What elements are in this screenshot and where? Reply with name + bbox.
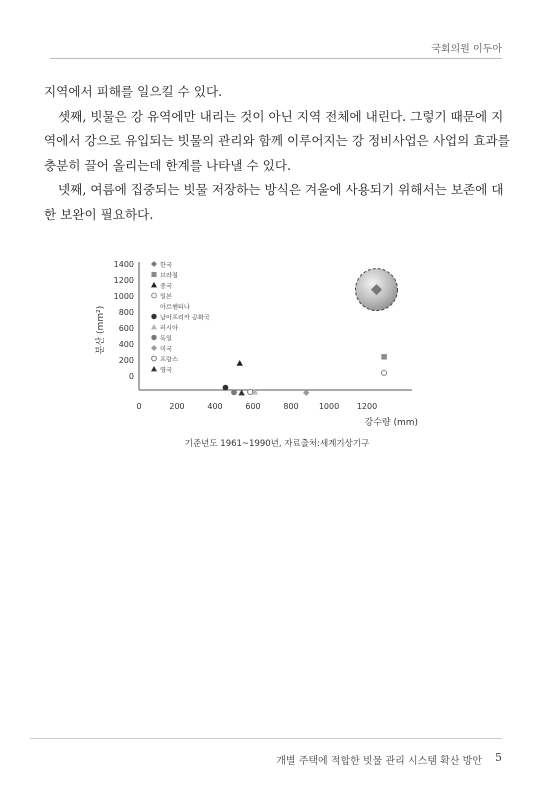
paragraph-3: 넷째, 여름에 집중되는 빗물 저장하는 방식은 겨울에 사용되기 위해서는 보존에 대한 보완이 필요하다. [44, 182, 504, 222]
footer-title: 개별 주택에 적합한 빗물 관리 시스템 확산 방안 [276, 756, 482, 767]
paragraph-2: 셋째, 빗물은 강 유역에만 내리는 것이 아닌 지역 전체에 내린다. 그렇기 때문에 지역에서 강으로 유입되는 빗물의 관리와 함께 이루어지는 강 정비사업은 사업의 효과를 충분히 끌어 올리는데 한계를 나타낼 수 있다. [44, 108, 510, 173]
x-tick-label: 200 [169, 402, 185, 411]
legend-marker [151, 272, 156, 277]
legend-marker [151, 345, 157, 351]
legend-label: 미국 [160, 346, 172, 353]
legend-label: 브라질 [160, 272, 178, 280]
running-header: 국회의원 이두아 [431, 44, 502, 55]
legend-label: 중국 [160, 283, 172, 290]
x-tick-label: 400 [207, 402, 223, 411]
legend-marker [151, 314, 156, 319]
x-axis-label: 강수량 (mm) [364, 418, 418, 428]
data-point [248, 389, 253, 394]
figure-caption: 기준년도 1961~1990년, 자료출처:세계기상기구 [184, 439, 370, 449]
legend-label: 프랑스 [160, 356, 178, 364]
y-tick-label: 400 [118, 340, 134, 349]
y-tick-label: 600 [118, 324, 134, 333]
data-point [237, 360, 243, 366]
y-tick-label: 1200 [113, 276, 134, 285]
legend-marker [151, 261, 157, 267]
legend-marker [151, 282, 157, 287]
y-tick-label: 0 [128, 372, 134, 381]
y-tick-label: 800 [118, 308, 134, 317]
legend-marker [151, 366, 157, 371]
scatter-chart [80, 250, 440, 430]
legend-label: 한국 [160, 262, 172, 269]
legend-marker [151, 335, 156, 340]
data-point [223, 385, 229, 391]
y-tick-label: 1000 [113, 292, 134, 301]
legend-label: 아르헨티나 [160, 304, 190, 311]
x-tick-label: 0 [136, 402, 142, 411]
x-tick-label: 1000 [318, 402, 340, 411]
y-tick-label: 1400 [113, 260, 134, 269]
legend-label: 남아프리카 공화국 [160, 314, 210, 322]
y-axis-label: 분산 (mm²) [96, 305, 106, 355]
x-tick-label: 1200 [356, 402, 378, 411]
legend-label: 러시아 [160, 325, 178, 332]
legend-label: 독일 [160, 335, 172, 343]
data-point [382, 370, 387, 375]
body-text [44, 80, 514, 227]
page-number: 5 [495, 751, 502, 764]
data-point [381, 354, 386, 359]
legend-marker [152, 293, 157, 298]
paragraph-1: 지역에서 피해를 일으킬 수 있다. [44, 84, 223, 99]
data-point [303, 390, 309, 396]
data-point [231, 390, 237, 396]
x-tick-label: 600 [245, 402, 261, 411]
header-divider [50, 58, 502, 59]
legend-label: 영국 [160, 367, 172, 374]
footer-divider [30, 738, 502, 739]
y-tick-label: 200 [118, 356, 134, 365]
legend-label: 일본 [160, 293, 172, 301]
legend-marker [151, 324, 157, 329]
legend-marker [152, 356, 157, 361]
x-tick-label: 800 [283, 402, 299, 411]
